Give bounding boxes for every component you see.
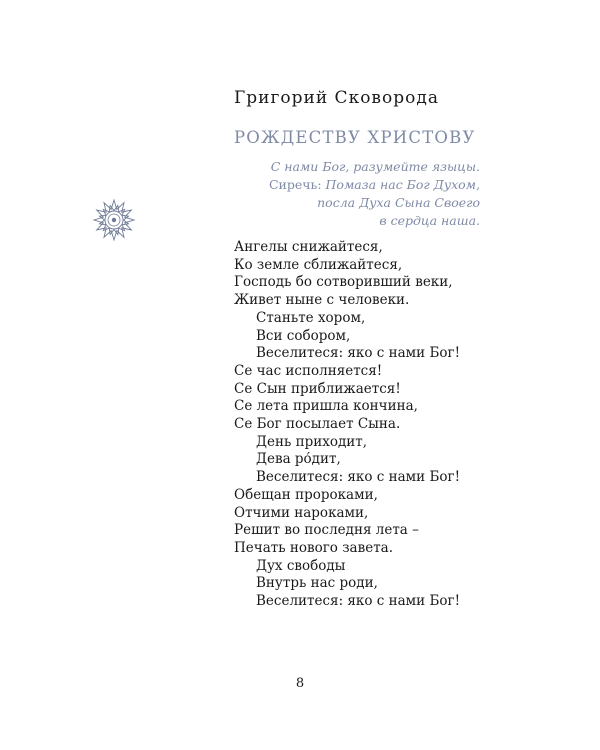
epigraph-prefix: Сиречь: (268, 177, 322, 192)
poem-line: Решит во последня лета – (234, 522, 419, 539)
star-ornament-icon (92, 198, 136, 242)
epigraph-line: С нами Бог, разумейте языцы. (270, 159, 480, 174)
poem-line: Ангелы снижайтеся, (234, 239, 383, 255)
poem-line: Господь бо сотворивший веки, (234, 274, 453, 291)
poem-line: Обещан пророками, (234, 486, 378, 503)
poem-line: Дева ро́дит, (256, 451, 341, 468)
epigraph-line: посла Духа Сына Своего (317, 195, 480, 210)
poem-line: Печать нового завета. (234, 539, 394, 556)
poem-line: Внутрь нас роди, (256, 575, 378, 592)
poem-line: Веселитеся: яко с нами Бог! (256, 469, 461, 486)
poem-line: День приходит, (256, 433, 368, 450)
page-number: 8 (295, 676, 305, 691)
poem-line: Станьте хором, (256, 309, 366, 326)
epigraph (220, 158, 480, 230)
poem-line: Дух свободы (256, 557, 346, 574)
poem-line: Ко земле сближайтеся, (234, 256, 403, 273)
poem-line: Се Сын приближается! (234, 380, 401, 397)
poem-title: РОЖДЕСТВУ ХРИСТОВУ (234, 128, 476, 147)
epigraph-text: Помаза нас Бог Духом, (325, 177, 480, 192)
epigraph-line (220, 176, 480, 194)
poem-line: Се лета пришла кончина, (234, 398, 418, 415)
author-name: Григорий Сковорода (234, 88, 439, 108)
poem-line: Вси собором, (256, 327, 351, 344)
poem-line: Се Бог посылает Сына. (234, 416, 401, 433)
poem-line: Веселитеся: яко с нами Бог! (256, 345, 461, 362)
poem-line: Отчими нароками, (234, 504, 369, 521)
poem-line: Веселитеся: яко с нами Бог! (256, 593, 461, 610)
epigraph-line: в сердца наша. (379, 213, 480, 228)
poem-line: Живет ныне с человеки. (234, 292, 410, 309)
poem-line: Се час исполняется! (234, 362, 383, 379)
poem-body (234, 239, 460, 611)
